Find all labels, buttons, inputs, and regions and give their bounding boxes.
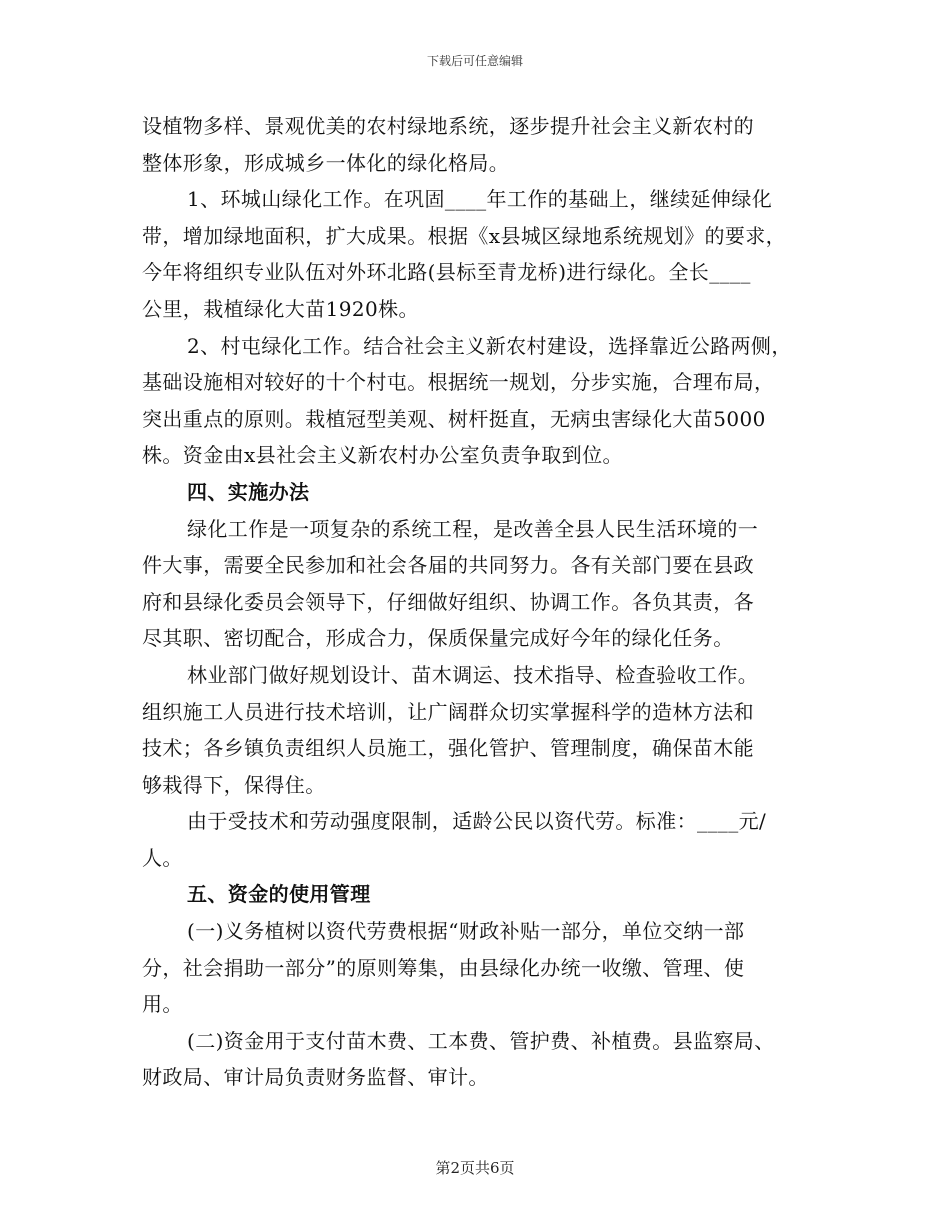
text-line: 带，增加绿地面积，扩大成果。根据《x县城区绿地系统规划》的要求，	[142, 223, 787, 248]
text-line: 够栽得下，保得住。	[142, 772, 326, 797]
paragraph-forestry-department	[142, 657, 807, 803]
text-line: 株。资金由x县社会主义新农村办公室负责争取到位。	[142, 443, 623, 468]
section-heading-implementation: 四、实施办法	[187, 479, 310, 504]
text-line: 林业部门做好规划设计、苗木调运、技术指导、检查验收工作。	[187, 662, 759, 687]
text-line: 2、村屯绿化工作。结合社会主义新农村建设，选择靠近公路两侧，	[187, 333, 792, 358]
text-line: 设植物多样、景观优美的农村绿地系统，逐步提升社会主义新农村的	[142, 114, 754, 138]
text-line: 由于受技术和劳动强度限制，适龄公民以资代劳。标准：____元/	[187, 809, 767, 834]
text-line: 尽其职、密切配合，形成合力，保质保量完成好今年的绿化任务。	[142, 626, 734, 651]
text-line: 整体形象，形成城乡一体化的绿化格局。	[142, 150, 510, 175]
paragraph-implementation-overview	[142, 511, 807, 657]
text-line: 今年将组织专业队伍对外环北路(县标至青龙桥)进行绿化。全长____	[142, 260, 751, 285]
text-line: 突出重点的原则。栽植冠型美观、树杆挺直，无病虫害绿化大苗5000	[142, 406, 766, 431]
text-line: 1、环城山绿化工作。在巩固____年工作的基础上，继续延伸绿化	[187, 187, 773, 212]
text-line: 分，社会捐助一部分”的原则筹集，由县绿化办统一收缴、管理、使	[142, 955, 745, 980]
text-line: 人。	[142, 845, 183, 870]
paragraph-fund-usage	[142, 1023, 807, 1096]
text-line: 财政局、审计局负责财务监督、审计。	[142, 1065, 489, 1090]
paragraph-ring-mountain-greening	[142, 181, 807, 327]
text-line: 基础设施相对较好的十个村屯。根据统一规划，分步实施，合理布局，	[142, 370, 775, 395]
text-line: (一)义务植树以资代劳费根据“财政补贴一部分，单位交纳一部	[187, 919, 745, 944]
text-line: 公里，栽植绿化大苗1920株。	[142, 296, 419, 321]
paragraph-labor-substitution	[142, 803, 807, 876]
paragraph-1	[142, 108, 807, 181]
text-line: (二)资金用于支付苗木费、工本费、管护费、补植费。县监察局、	[187, 1028, 775, 1053]
page-header: 下载后可任意编辑	[426, 54, 523, 68]
text-line: 府和县绿化委员会领导下，仔细做好组织、协调工作。各负其责，各	[142, 589, 754, 614]
paragraph-fund-raising	[142, 913, 807, 1023]
text-line: 绿化工作是一项复杂的系统工程，是改善全县人民生活环境的一	[187, 516, 759, 541]
paragraph-village-greening	[142, 328, 807, 474]
text-line: 技术；各乡镇负责组织人员施工，强化管护、管理制度，确保苗木能	[142, 736, 754, 761]
text-line: 件大事，需要全民参加和社会各届的共同努力。各有关部门要在县政	[142, 553, 754, 578]
text-line: 组织施工人员进行技术培训，让广阔群众切实掌握科学的造林方法和	[142, 699, 754, 724]
document-body	[142, 108, 807, 1096]
text-line: 用。	[142, 992, 183, 1017]
section-heading-fund-management: 五、资金的使用管理	[187, 882, 371, 907]
page-footer: 第2页共6页	[435, 1159, 515, 1177]
